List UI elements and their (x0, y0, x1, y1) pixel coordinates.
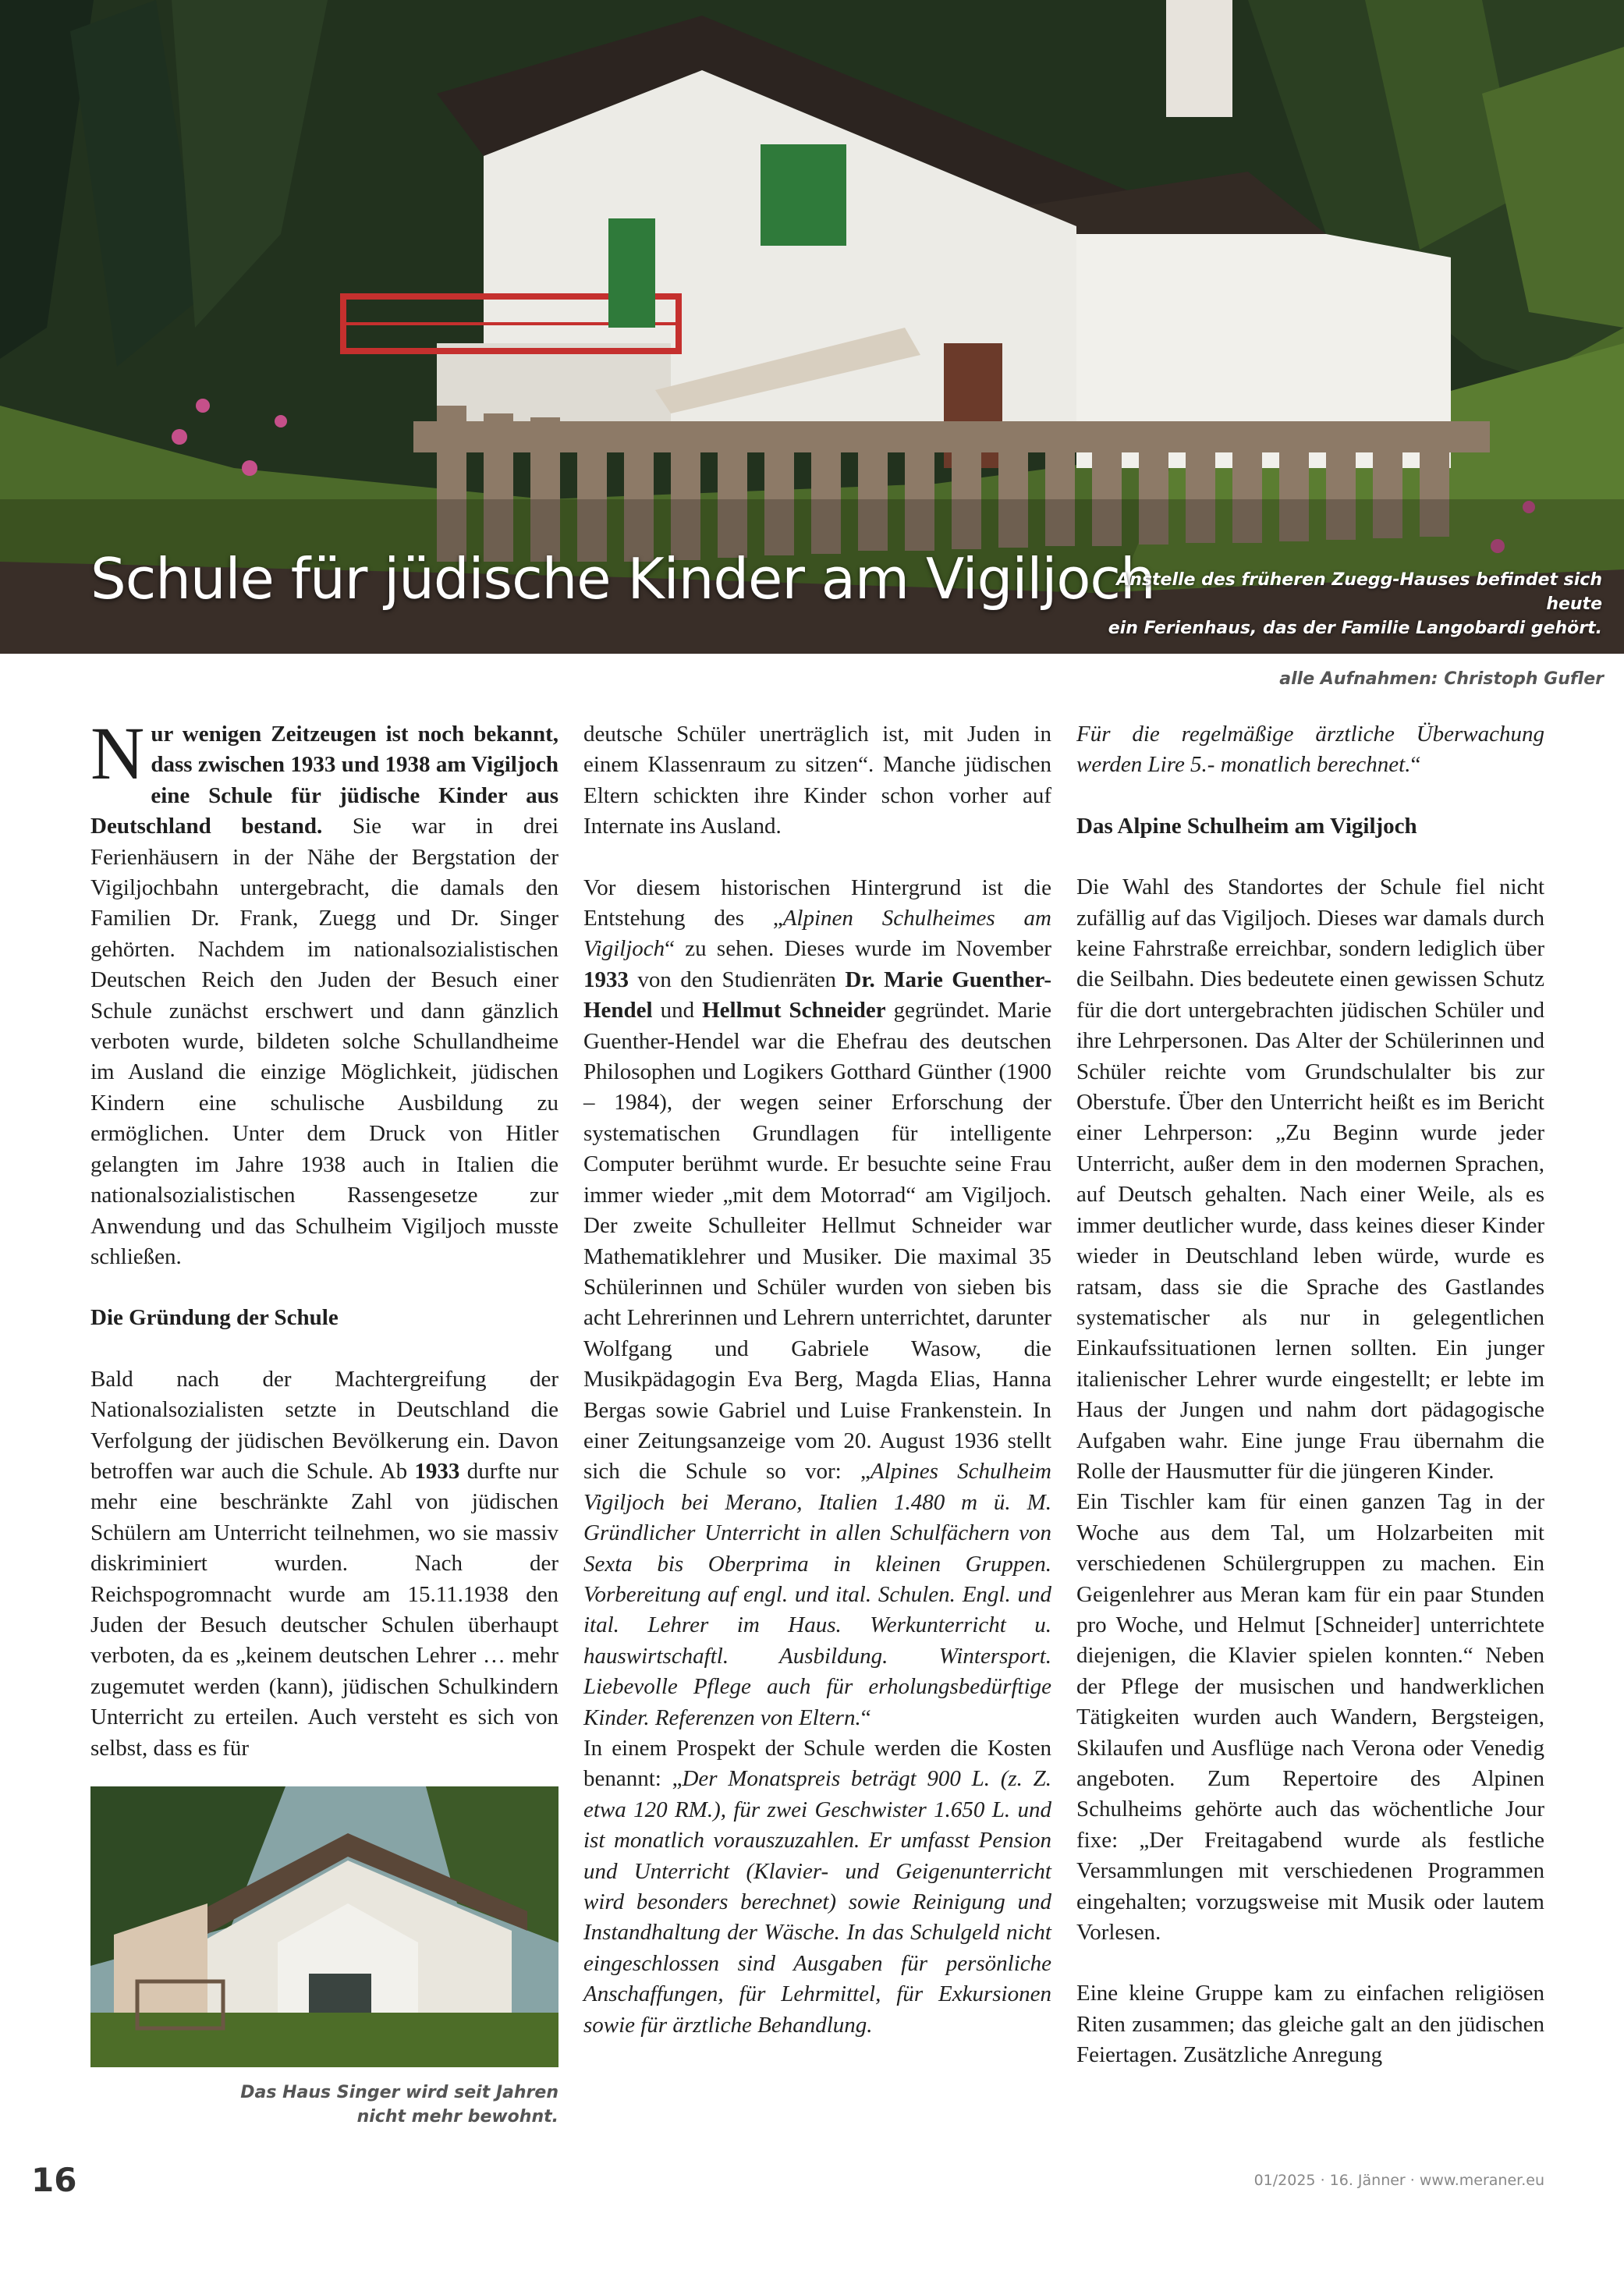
body-text: “ zu sehen. Dieses wurde im November (665, 936, 1051, 962)
caption-line: Das Haus Singer wird seit Jahren (240, 2083, 558, 2102)
body-paragraph (1076, 719, 1544, 781)
footer-issue-info: 01/2025 · 16. Jänner · www.meraner.eu (1253, 2172, 1544, 2189)
article-column-2 (583, 719, 1051, 2041)
prospectus-quote: Für die regelmäßige ärztliche Überwachung werden Lire 5.- monatlich berechnet. (1076, 722, 1544, 778)
caption-line: nicht mehr bewohnt. (356, 2107, 558, 2127)
body-bold: 1933 (583, 967, 629, 992)
body-bold-year: 1933 (414, 1458, 460, 1484)
intro-text: Sie war in drei Ferienhäusern in der Nähe der Bergstation der Vigiljochbahn untergebracht, die damals den Familien Dr. Frank, Zuegg und Dr. Singer gehörten. Nachdem im nationalsozialistischen Deutschen Reich den Juden der Besuch einer Schule zunächst erschwert und dann gänzlich verboten wurde, bildeten solche Schullandheime im Ausland die einzige Möglichkeit, jüdischen Kindern eine schulische Ausbildung zu ermöglichen. Unter dem Druck von Hitler gelangten im Jahre 1938 auch in Italien die nationalsozialistischen Rassengesetze zur Anwendung und das Schulheim Vigiljoch musste schließen. (90, 814, 559, 1269)
body-text: “ (860, 1705, 871, 1730)
hero-caption-line: ein Ferienhaus, das der Familie Langobardi gehört. (1108, 619, 1602, 638)
body-paragraph: Die Wahl des Standortes der Schule fiel nicht zufällig auf das Vigiljoch. Dieses war damals durch keine Fahrstraße erreichbar, sondern lediglich über die Seilbahn. Dies bedeutete einen gewissen Schutz für die dort untergebrachten jüdischen Schüler und ihre Lehrpersonen. Das Alter der Schülerinnen und Schüler reichte vom Grundschulalter bis zur Oberstufe. Über den Unterricht heißt es im Bericht einer Lehrperson: „Zu Beginn wurde jeder Unterricht, außer dem in den modernen Sprachen, auf Deutsch gehalten. Nach einer Weile, als es immer deutlicher wurde, dass keines dieser Kinder wieder in Deutschland leben würde, wurde es ratsam, dass sie die Sprache des Gastlandes systematischer als nur in gelegentlichen Einkaufssituationen lernen sollten. Ein junger italienischer Lehrer wurde eingestellt; er lebte im Haus der Jungen und nahm dort pädagogische Aufgaben wahr. Eine junge Frau übernahm die Rolle der Hausmutter für die jüngeren Kinder. (1076, 874, 1544, 1484)
body-text: “ (1410, 752, 1421, 778)
body-text: Bald nach der Machtergreifung der Nationalsozialisten setzte in Deutschland die Verfolgung der jüdischen Bevölkerung ein. Davon betroffen war auch die Schule. Ab (90, 1366, 558, 1484)
body-paragraph (90, 1364, 558, 1764)
article-column-3 (1076, 719, 1544, 2071)
body-bold-name: Dr. Marie Guenther-Hendel (583, 967, 1051, 1023)
body-paragraph: Ein Tischler kam für einen ganzen Tag in der Woche aus dem Tal, um Holzarbeiten mit verschiedenen Schülergruppen zu machen. Ein Geigenlehrer aus Meran kam für ein paar Stunden pro Woche, und Helmut [Schneider] unterrichtete diejenigen, die Klavier spielen konnten.“ Neben der Pflege der musischen und handwerklichen Tätigkeiten wurden auch Wandern, Bergsteigen, Skilaufen und Ausflüge nach Verona oder Venedig angeboten. Zum Repertoire des Alpinen Schulheims gehörte auch das wöchentliche Jour fixe: „Der Freitagabend wurde als festliche Versammlungen mit verschiedenen Programmen eingehalten; vorzugsweise mit Musik oder lautem Vorlesen. (1076, 1489, 1544, 1946)
drop-cap: N (90, 711, 145, 795)
page-title: Schule für jüdische Kinder am Vigiljoch (90, 546, 1155, 612)
body-paragraph: Eine kleine Gruppe kam zu einfachen religiösen Riten zusammen; das gleiche galt an den jüdischen Feiertagen. Zusätzliche Anregung (1076, 1981, 1544, 2068)
prospectus-quote: Der Monatspreis beträgt 900 L. (z. Z. etwa 120 RM.), für zwei Geschwister 1.650 L. und ist monatlich vorauszuzahlen. Er umfasst Pension und Unterricht (Klavier- und Geigenunterricht wird besonders berechnet) sowie Reinigung und Instandhaltung der Wäsche. In das Schulgeld nicht eingeschlossen sind Ausgaben für persönliche Anschaffungen, für Lehrmittel, für Exkursionen sowie für ärztliche Behandlung. (583, 1766, 1051, 2038)
body-italic: Alpinen Schulheimes am Vigiljoch (583, 906, 1051, 962)
body-text: In einem Prospekt der Schule werden die Kosten benannt: „ (583, 1736, 1051, 1792)
body-text: von den Studienräten (629, 967, 846, 992)
intro-paragraph (90, 711, 559, 1272)
body-bold-name: Hellmut Schneider (702, 998, 886, 1023)
photo-credit: alle Aufnahmen: Christoph Gufler (1279, 669, 1604, 689)
hero-caption-line: Anstelle des früheren Zuegg-Hauses befindet sich heute (1116, 570, 1602, 614)
newspaper-ad-quote: Alpines Schulheim Vigiljoch bei Merano, Italien 1.480 m ü. M. Gründlicher Unterricht in allen Schulfächern von Sexta bis Oberprima in kleinen Gruppen. Vorbereitung auf engl. und ital. Schulen. Engl. und ital. Lehrer im Haus. Werkunterricht u. hauswirtschaftl. Ausbildung. Wintersport. Liebevolle Pflege auch für erholungsbedürftige Kinder. Referenzen von Eltern. (583, 1459, 1051, 1730)
body-text: durfte nur mehr eine beschränkte Zahl von jüdischen Schülern am Unterricht teilnehmen, wo sie massiv diskriminiert wurden. Nach der Reichspogromnacht wurde am 15.11.1938 den Juden der Besuch deutscher Schulen überhaupt verboten, da es „keinem deutschen Lehrer … mehr zugemutet werden (kann), jüdischen Schulkindern Unterricht zu erteilen. Auch versteht es sich von selbst, dass es für (90, 1458, 558, 1761)
haus-singer-illustration (90, 1786, 558, 2067)
hero-photo (0, 0, 1624, 654)
haus-singer-photo (90, 1786, 558, 2067)
body-paragraph (583, 1733, 1051, 2041)
body-paragraph (583, 873, 1051, 1733)
page-number: 16 (31, 2161, 77, 2199)
haus-singer-caption (90, 2081, 558, 2129)
body-text: gegründet. Marie Guenther-Hendel war die Ehefrau des deutschen Philosophen und Logikers Gotthard Günther (1900 – 1984), der wegen seiner Erforschung der systematischen Grundlagen für intelligente Computer berühmt wurde. Er besuchte seine Frau immer wieder „mit dem Motorrad“ am Vigiljoch. Der zweite Schulleiter Hellmut Schneider war Mathematiklehrer und Musiker. Die maximal 35 Schülerinnen und Schüler wurden von sieben bis acht Lehrerinnen und Lehrern unterrichtet, darunter Wolfgang und Gabriele Wasow, die Musikpädagogin Eva Berg, Magda Elias, Hanna Bergas sowie Gabriel und Luise Frankenstein. In einer Zeitungsanzeige vom 20. August 1936 stellt sich die Schule so vor: „ (583, 998, 1052, 1485)
body-text: Vor diesem historischen Hintergrund ist die Entstehung des „ (583, 874, 1051, 931)
body-text: und (652, 998, 703, 1023)
body-paragraph: deutsche Schüler unerträglich ist, mit Juden in einem Klassenraum zu sitzen“. Manche jüdischen Eltern schickten ihre Kinder schon vorher auf Internate ins Ausland. (583, 722, 1051, 839)
hero-photo-caption (1056, 568, 1602, 640)
intro-lead-bold: ur wenigen Zeitzeugen ist noch bekannt, dass zwischen 1933 und 1938 am Vigiljoch eine Schule für jüdische Kinder aus Deutschland bestand. (90, 722, 558, 839)
section-heading-schulheim: Das Alpine Schulheim am Vigiljoch (1076, 813, 1417, 839)
section-heading-founding: Die Gründung der Schule (90, 1305, 339, 1331)
article-column-1 (90, 711, 559, 1764)
